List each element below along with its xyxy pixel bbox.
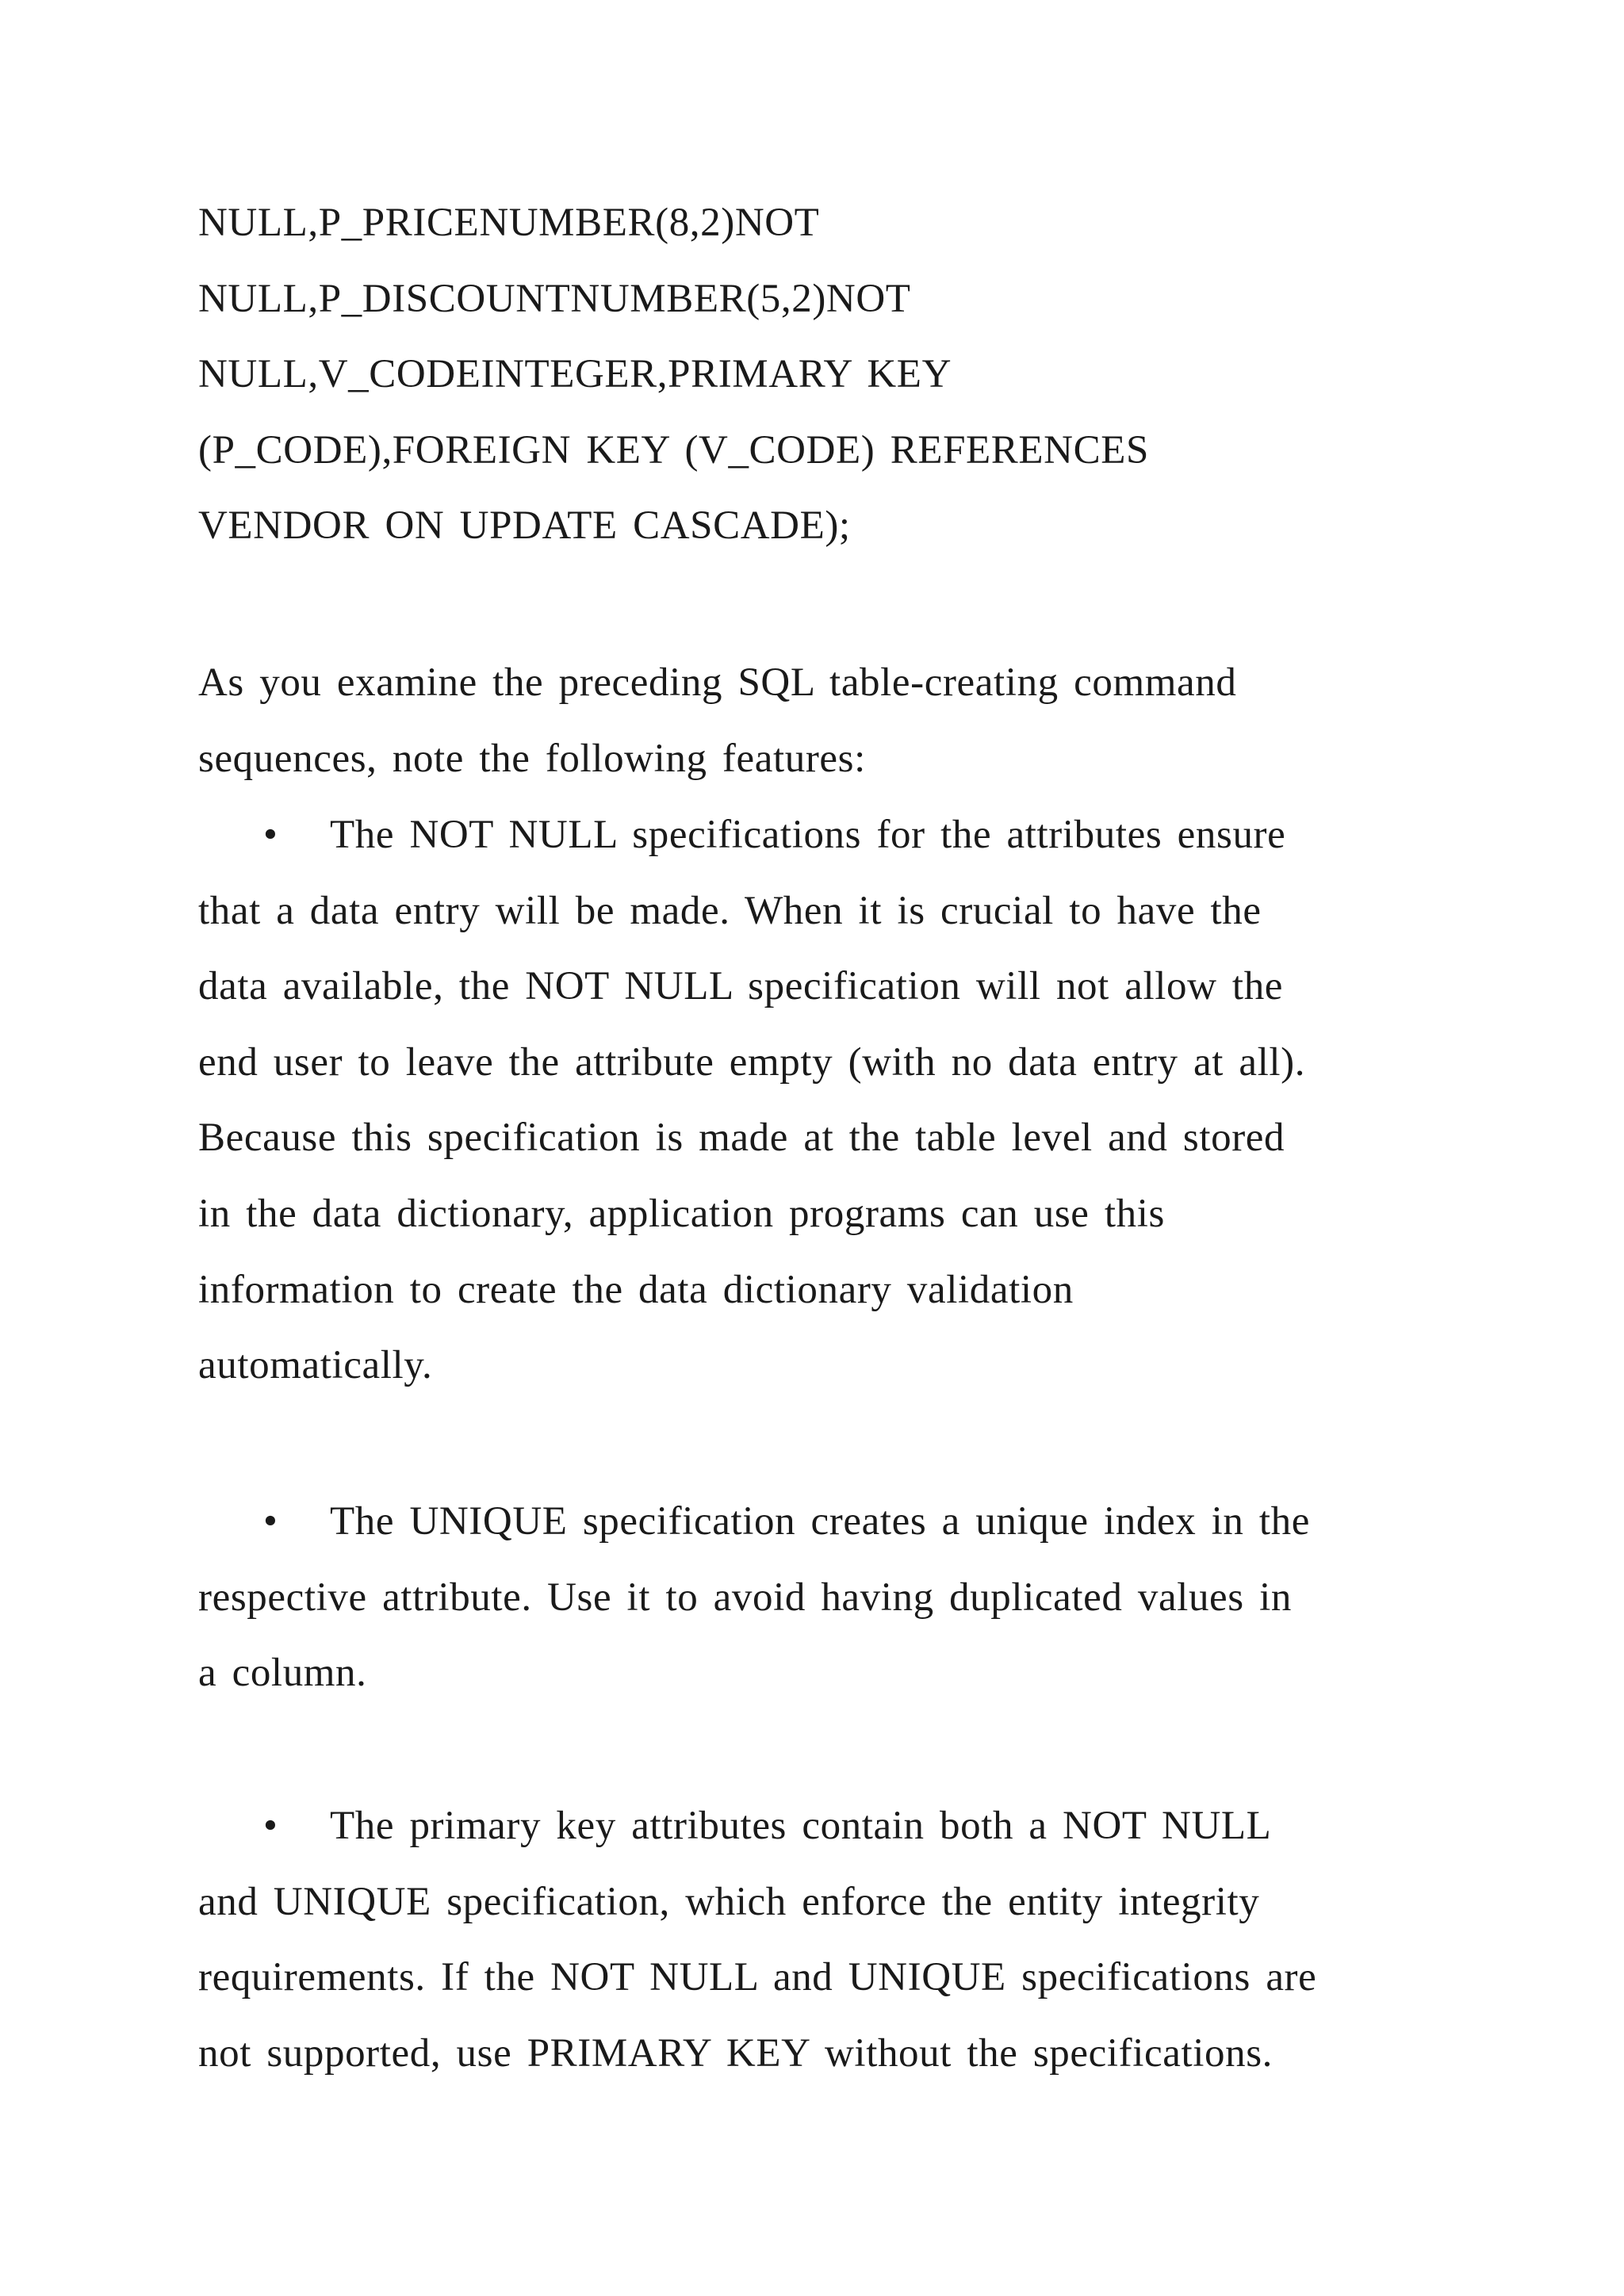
paragraph-line: Because this specification is made at the table level and stored: [198, 1115, 1285, 1161]
paragraph-line: As you examine the preceding SQL table-creating command: [198, 660, 1237, 705]
code-line: NULL,P_PRICENUMBER(8,2)NOT: [198, 201, 820, 245]
bullet-first-line: [198, 1484, 1467, 1560]
paragraph-line: respective attribute. Use it to avoid having duplicated values in: [198, 1575, 1292, 1620]
sql-code-fragment: [198, 186, 1467, 564]
bullet-icon: •: [263, 1804, 278, 1848]
bullet-first-line: [198, 1789, 1467, 1865]
bullet-first-line: [198, 798, 1467, 874]
paragraph-line: that a data entry will be made. When it is crucial to have the: [198, 888, 1262, 933]
paragraph-line: a column.: [198, 1651, 367, 1696]
paragraph-line: end user to leave the attribute empty (with no data entry at all).: [198, 1039, 1306, 1085]
intro-paragraph: [198, 645, 1467, 797]
bullet-icon: •: [263, 1499, 278, 1544]
code-line: VENDOR ON UPDATE CASCADE);: [198, 503, 851, 549]
bullet-text: The NOT NULL specifications for the attributes ensure: [330, 813, 1286, 857]
bullet-item-primary-key: [198, 1789, 1467, 2091]
paragraph-line: data available, the NOT NULL specification will not allow the: [198, 964, 1284, 1009]
paragraph-line: information to create the data dictionary validation: [198, 1267, 1074, 1312]
paragraph-line: not supported, use PRIMARY KEY without the specifications.: [198, 2030, 1273, 2076]
paragraph-line: sequences, note the following features:: [198, 736, 866, 781]
bullet-item-not-null: [198, 798, 1467, 1404]
paragraph-line: requirements. If the NOT NULL and UNIQUE specifications are: [198, 1955, 1317, 2000]
bullet-text: The UNIQUE specification creates a unique index in the: [330, 1499, 1310, 1544]
code-line: NULL,V_CODEINTEGER,PRIMARY KEY: [198, 352, 952, 397]
paragraph-line: automatically.: [198, 1343, 433, 1388]
paragraph-line: in the data dictionary, application programs can use this: [198, 1191, 1165, 1236]
bullet-icon: •: [263, 813, 278, 857]
code-line: NULL,P_DISCOUNTNUMBER(5,2)NOT: [198, 276, 911, 321]
bullet-text: The primary key attributes contain both a NOT NULL: [330, 1804, 1272, 1848]
code-line: (P_CODE),FOREIGN KEY (V_CODE) REFERENCES: [198, 427, 1149, 473]
bullet-item-unique: [198, 1484, 1467, 1712]
paragraph-line: and UNIQUE specification, which enforce the entity integrity: [198, 1879, 1260, 1924]
